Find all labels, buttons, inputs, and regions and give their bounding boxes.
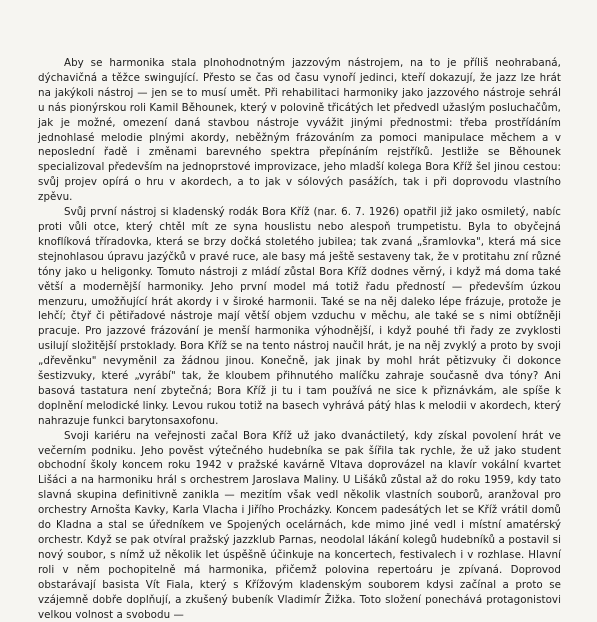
paragraph-career: Svoji kariéru na veřejnosti začal Bora Kříž už jako dvanáctiletý, kdy získal povolení hrát ve večerním podniku. Jeho pověst výtečného hudebníka se pak šířila tak rychle, že už jako student obchodní školy koncem roku 1942 v pražské kavárně Vltava doprovázel na klavír vokální kvartet Lišáci a na harmoniku hrál s orchestrem Jaroslava Maliny. U Lišáků zůstal až do roku 1959, kdy tato slavná skupina definitivně zanikla — mezitím však vedl několik vlastních souborů, aranžoval pro orchestry Arnošta Kavky, Karla Vlacha i Jiřího Procházky. Koncem padesátých let se Kříž vrátil domů do Kladna a stal se úředníkem ve Spojených ocelárnách, kde mimo jiné vedl i místní amatérský orchestr. Když se pak otvíral pražský jazzklub Parnas, neodolal lákání kolegů hudebníků a postavil si nový soubor, s nímž už několik let úspěšně účinkuje na koncertech, festivalech i v rozhlase. Hlavní roli v něm pochopitelně má harmonika, přičemž polovina repertoáru je zpívaná. Doprovod obstarávají basista Vít Fiala, který s Křížovým kladenským souborem kdysi začínal a proto se vzájemně dobře doplňují, a zkušený bubeník Vladimír Žižka. Toto složení ponechává protagonistovi velkou volnost a svobodu — bbox=[38, 429, 561, 621]
paragraph-first-instrument: Svůj první nástroj si kladenský rodák Bora Kříž (nar. 6. 7. 1926) opatřil již jako osmiletý, nabíc proti vůli otce, který chtěl mít ze syna houslistu nebo alespoň trumpetistu. Byla to obyčejná knoflíková tříradovka, která se brzy dočká stoletého jubilea; tak zvaná „šramlovka", která má sice stejnohlasou úpravu jazýčků v pravé ruce, ale basy má ještě sestaveny tak, že v protitahu zní různé tóny jako u heligonky. Tomuto nástroji z mládí zůstal Bora Kříž dodnes věrný, i když má doma také větší a modernější harmoniky. Jeho první model má totiž řadu předností — především úzkou menzuru, umožňující hrát akordy i v široké harmonii. Také se na něj daleko lépe frázuje, protože je lehčí; čtyř či pětiřadové nástroje mají větší objem vzduchu v měchu, ale také se s nimi obtížněji pracuje. Pro jazzové frázování je menší harmonika výhodnější, i když pouhé tři řady ze zvyklosti usilují složitější prstoklady. Bora Kříž se na tento nástroj naučil hrát, je na něj zvyklý a proto by svoji „dřevěnku" nevyměnil za žádnou jinou. Konečně, jak jinak by mohl hrát pětizvuky či dokonce šestizvuky, které „vyrábí" tak, že kloubem přihnutého malíčku zahraje současně dva tóny? Ani basová tastatura není zbytečná; Bora Kříž ji tu i tam používá ne sice k přiznávkám, ale spíše k doplnění melodické linky. Levou rukou totiž na basech vyhrává pátý hlas k melodii v akordech, který nahrazuje funkci barytonsaxofonu. bbox=[38, 206, 561, 427]
paragraph-intro: Aby se harmonika stala plnohodnotným jazzovým nástrojem, na to je příliš neohrabaná, dýchavičná a těžce swingující. Přesto se čas od času vynoří jedinci, kteří dokazují, že jazz lze hrát na jakýkoli nástroj — jen se to musí umět. Při rehabilitaci harmoniky jako jazzového nástroje sehrál u nás pionýrskou roli Kamil Běhounek, který v polovině třicátých let předvedl užaslým posluchačům, jak je možné, omezení daná stavbou nástroje vyvážit jinými přednostmi: třeba prostřídáním jednohlasé melodie plnými akordy, neběžným frázováním za pomoci manipulace měchem a v neposlední řadě i změnami barevného spektra přepínáním rejstříků. Jestliže se Běhounek specializoval především na jednoprstové improvizace, jeho mladší kolega Bora Kříž šel jinou cestou: svůj projev opírá o hru v akordech, a to jak v sólových pasážích, tak i při doprovodu vlastního zpěvu. bbox=[38, 57, 561, 204]
